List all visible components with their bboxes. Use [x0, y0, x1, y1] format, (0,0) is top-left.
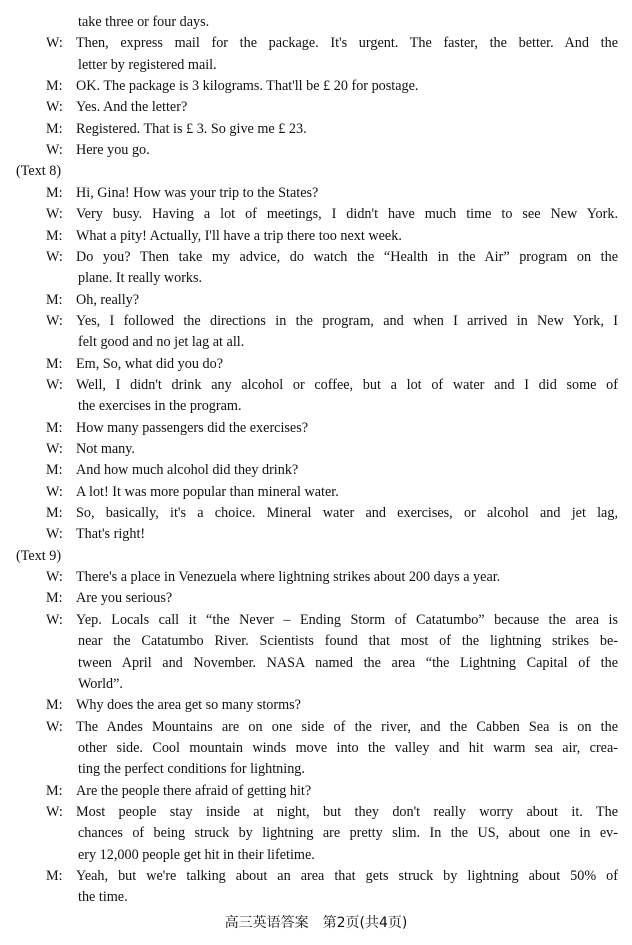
speaker-label: W:: [46, 35, 63, 52]
section-heading: [0, 546, 632, 567]
dialogue-text: letter by registered mail.: [78, 56, 217, 73]
dialogue-text: Most people stay inside at night, but they don't really worry about it. The: [76, 803, 618, 820]
page-footer: 高三英语答案 第2页(共4页): [224, 915, 408, 931]
dialogue-line: [0, 76, 632, 97]
dialogue-line: [0, 33, 632, 54]
dialogue-line: [0, 802, 632, 823]
dialogue-text: That's right!: [76, 526, 146, 543]
dialogue-line: [0, 439, 632, 460]
dialogue-text: So, basically, it's a choice. Mineral water and exercises, or alcohol and jet lag,: [76, 505, 618, 522]
dialogue-line: [0, 311, 632, 332]
dialogue-text: Here you go.: [76, 142, 150, 159]
dialogue-line: [0, 524, 632, 545]
speaker-label: W:: [46, 99, 63, 116]
speaker-label: W:: [46, 376, 63, 393]
dialogue-continuation-line: [0, 653, 632, 674]
speaker-label: M:: [46, 462, 63, 479]
speaker-label: M:: [46, 419, 63, 436]
dialogue-text: plane. It really works.: [78, 270, 203, 287]
dialogue-text: Registered. That is £ 3. So give me £ 23.: [76, 120, 307, 137]
section-title: (Text 9): [16, 547, 62, 564]
dialogue-text: Then, express mail for the package. It's urgent. The faster, the better. And the: [76, 35, 618, 52]
dialogue-continuation-line: [0, 674, 632, 695]
dialogue-text: Do you? Then take my advice, do watch the “Health in the Air” program on the: [76, 248, 618, 265]
dialogue-continuation-line: [0, 268, 632, 289]
dialogue-line: [0, 610, 632, 631]
dialogue-line: [0, 119, 632, 140]
dialogue-text: A lot! It was more popular than mineral water.: [76, 483, 339, 500]
dialogue-text: Very busy. Having a lot of meetings, I didn't have much time to see New York.: [76, 206, 618, 223]
dialogue-line: [0, 866, 632, 887]
section-title: (Text 8): [16, 163, 62, 180]
dialogue-text: And how much alcohol did they drink?: [76, 462, 299, 479]
speaker-label: W:: [46, 248, 63, 265]
dialogue-text: Are you serious?: [76, 590, 173, 607]
speaker-label: W:: [46, 611, 63, 628]
dialogue-continuation-line: [0, 631, 632, 652]
dialogue-line: [0, 588, 632, 609]
speaker-label: W:: [46, 142, 63, 159]
dialogue-line: [0, 183, 632, 204]
dialogue-line: [0, 140, 632, 161]
dialogue-text: take three or four days.: [78, 14, 210, 30]
dialogue-line: [0, 97, 632, 118]
speaker-label: M:: [46, 505, 63, 522]
dialogue-text: near the Catatumbo River. Scientists found that most of the lightning strikes be-: [78, 633, 618, 650]
dialogue-line: [0, 204, 632, 225]
dialogue-text: Why does the area get so many storms?: [76, 697, 301, 714]
dialogue-continuation-line: [0, 759, 632, 780]
dialogue-text: chances of being struck by lightning are pretty slim. In the US, about one in ev-: [78, 825, 618, 842]
dialogue-text: OK. The package is 3 kilograms. That'll be £ 20 for postage.: [76, 78, 419, 95]
dialogue-text: There's a place in Venezuela where lightning strikes about 200 days a year.: [76, 569, 501, 586]
dialogue-text: World”.: [78, 675, 123, 692]
speaker-label: W:: [46, 483, 63, 500]
speaker-label: W:: [46, 718, 63, 735]
dialogue-text: How many passengers did the exercises?: [76, 419, 309, 436]
dialogue-text: felt good and no jet lag at all.: [78, 334, 245, 351]
dialogue-text: Are the people there afraid of getting hit?: [76, 782, 312, 799]
speaker-label: M:: [46, 697, 63, 714]
dialogue-line: [0, 290, 632, 311]
dialogue-text: What a pity! Actually, I'll have a trip there too next week.: [76, 227, 402, 244]
speaker-label: W:: [46, 441, 63, 457]
dialogue-continuation-line: [0, 823, 632, 844]
dialogue-line: [0, 354, 632, 375]
dialogue-line: [0, 247, 632, 268]
dialogue-continuation-line: [0, 12, 632, 33]
dialogue-text: Yes, I followed the directions in the program, and when I arrived in New York, I: [76, 312, 618, 329]
dialogue-text: ting the perfect conditions for lightning.: [78, 761, 305, 778]
dialogue-text: Em, So, what did you do?: [76, 355, 223, 372]
speaker-label: W:: [46, 803, 63, 820]
dialogue-text: tween April and November. NASA named the area “the Lightning Capital of the: [78, 654, 618, 671]
dialogue-text: Yeah, but we're talking about an area that gets struck by lightning about 50% of: [76, 868, 618, 884]
dialogue-text: the time.: [78, 889, 128, 906]
dialogue-line: [0, 503, 632, 524]
dialogue-continuation-line: [0, 396, 632, 417]
dialogue-text: Well, I didn't drink any alcohol or coffee, but a lot of water and I did some of: [76, 376, 618, 393]
dialogue-text: The Andes Mountains are on one side of the river, and the Cabben Sea is on the: [76, 718, 618, 735]
dialogue-line: [0, 717, 632, 738]
dialogue-line: [0, 375, 632, 396]
dialogue-text: Hi, Gina! How was your trip to the States?: [76, 184, 319, 201]
dialogue-line: [0, 418, 632, 439]
dialogue-continuation-line: [0, 887, 632, 908]
dialogue-text: other side. Cool mountain winds move into the valley and hit warm sea air, crea-: [78, 739, 618, 756]
dialogue-continuation-line: [0, 332, 632, 353]
dialogue-line: [0, 482, 632, 503]
dialogue-text: Oh, really?: [76, 291, 140, 308]
speaker-label: W:: [46, 312, 63, 329]
dialogue-line: [0, 567, 632, 588]
dialogue-line: [0, 781, 632, 802]
dialogue-text: ery 12,000 people get hit in their lifetime.: [78, 846, 315, 863]
section-heading: [0, 161, 632, 182]
dialogue-text: Not many.: [76, 441, 135, 457]
speaker-label: M:: [46, 355, 63, 372]
speaker-label: M:: [46, 120, 63, 137]
dialogue-text: Yep. Locals call it “the Never – Ending Storm of Catatumbo” because the area is: [76, 611, 618, 628]
dialogue-continuation-line: [0, 55, 632, 76]
speaker-label: W:: [46, 206, 63, 223]
dialogue-text: Yes. And the letter?: [76, 99, 188, 116]
speaker-label: M:: [46, 78, 63, 95]
dialogue-line: [0, 226, 632, 247]
dialogue-continuation-line: [0, 845, 632, 866]
speaker-label: M:: [46, 291, 63, 308]
speaker-label: M:: [46, 590, 63, 607]
speaker-label: M:: [46, 782, 63, 799]
dialogue-continuation-line: [0, 738, 632, 759]
speaker-label: M:: [46, 868, 63, 884]
speaker-label: M:: [46, 227, 63, 244]
speaker-label: M:: [46, 184, 63, 201]
dialogue-line: [0, 695, 632, 716]
dialogue-text: the exercises in the program.: [78, 398, 242, 415]
speaker-label: W:: [46, 569, 63, 586]
speaker-label: W:: [46, 526, 63, 543]
dialogue-line: [0, 460, 632, 481]
